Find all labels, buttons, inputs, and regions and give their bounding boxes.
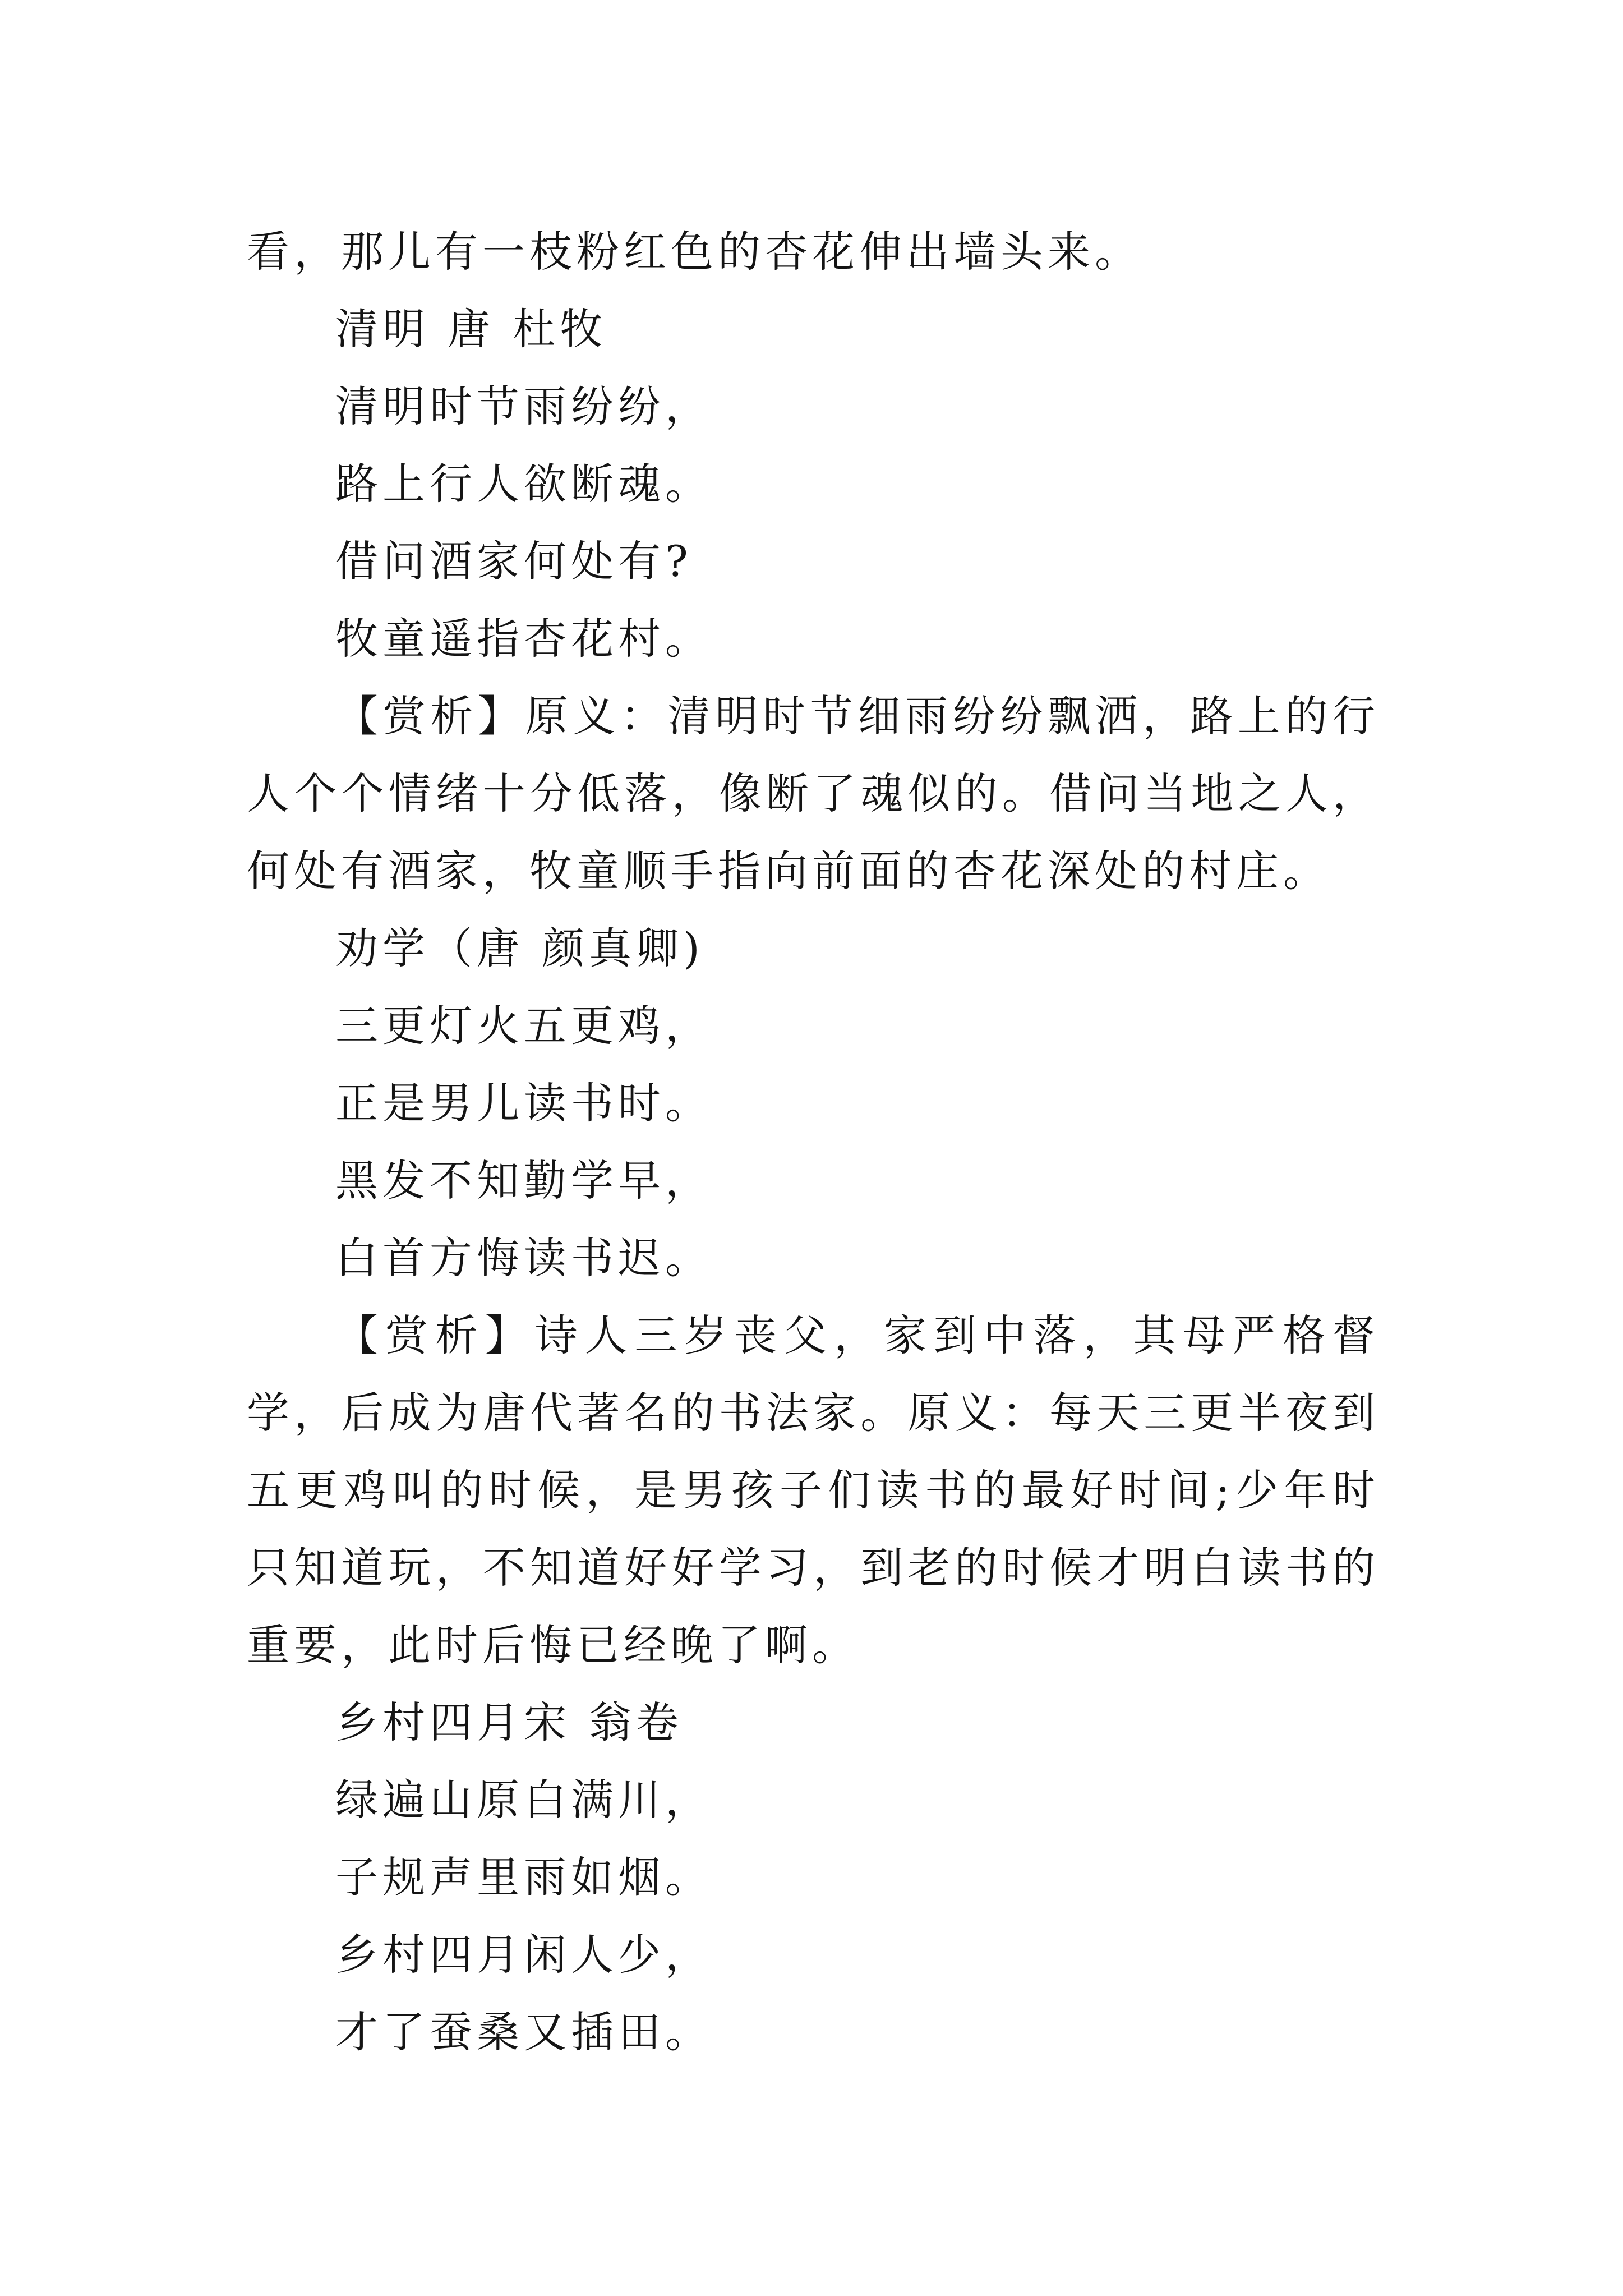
poem-line: 借问酒家何处有? [335, 536, 693, 586]
poem-title-quanxue: 劝学（唐 颜真卿) [335, 923, 704, 973]
poem-line: 子规声里雨如烟。 [335, 1852, 712, 1902]
appreciation-paragraph: 【赏析】原义：清明时节细雨纷纷飘洒，路上的行人个个情绪十分低落，像断了魂似的。借问当地之人，何处有酒家，牧童顺手指向前面的杏花深处的村庄。 [247, 691, 1380, 896]
poem-line: 正是男儿读书时。 [335, 1078, 712, 1128]
poem-title-qingming: 清明 唐 杜牧 [335, 304, 607, 354]
poem-line: 黑发不知勤学早， [335, 1156, 712, 1205]
poem-line: 才了蚕桑又插田。 [335, 2007, 712, 2057]
appreciation-paragraph: 【赏析】诗人三岁丧父，家到中落，其母严格督学，后成为唐代著名的书法家。原义：每天三更半夜到五更鸡叫的时候，是男孩子们读书的最好时间;少年时只知道玩，不知道好好学习，到老的时候才明白读书的重要，此时后悔已经晚了啊。 [247, 1310, 1380, 1670]
poem-line: 清明时节雨纷纷， [335, 381, 712, 431]
poem-title-xiangcun: 乡村四月宋 翁卷 [335, 1697, 684, 1747]
continued-text-line: 看，那儿有一枝粉红色的杏花伸出墙头来。 [247, 227, 1142, 277]
poem-line: 白首方悔读书迟。 [335, 1233, 712, 1283]
poem-line: 牧童遥指杏花村。 [335, 614, 712, 664]
document-body [247, 213, 1380, 2071]
poem-line: 路上行人欲断魂。 [335, 459, 712, 509]
poem-line: 绿遍山原白满川， [335, 1775, 712, 1825]
poem-line: 三更灯火五更鸡， [335, 1001, 712, 1051]
poem-line: 乡村四月闲人少， [335, 1930, 712, 1980]
